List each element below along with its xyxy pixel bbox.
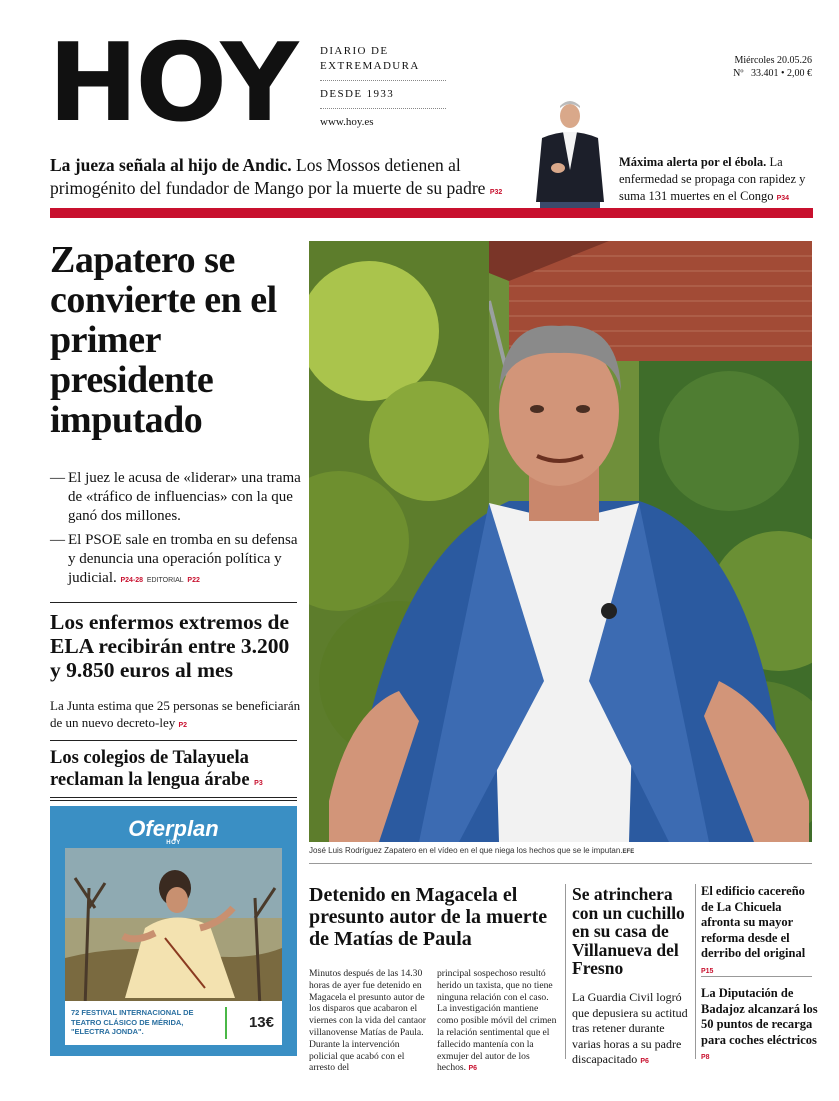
editorial-label: EDITORIAL — [146, 577, 184, 584]
teaser-andic-text: Los Mossos detienen al primogénito del fundador de Mango por la muerte de su padre — [50, 155, 490, 198]
painting-illustration — [65, 848, 282, 1008]
teaser-ebola-text: La enfermedad se propaga con rapidez y suma 131 muertes en el Congo — [619, 155, 806, 203]
teaser-ebola-bold: Máxima alerta por el ébola. — [619, 155, 767, 169]
masthead-tagline — [320, 44, 446, 130]
colegios-headline[interactable] — [50, 747, 300, 795]
bullet-dash: — — [50, 470, 65, 486]
photo-credit: EFE — [622, 849, 635, 855]
badajoz-headline-text: La Diputación de Badajoz alcanzará los 50 puntos de recarga para coches eléctricos — [701, 986, 818, 1047]
lead-bullet-1 — [50, 469, 302, 526]
lead-headline[interactable]: Zapatero se convierte en el primer presidente imputado — [50, 239, 277, 441]
oferplan-ad[interactable] — [50, 806, 297, 1056]
tagline-since: DESDE 1933 — [320, 88, 395, 100]
newspaper-logo: HOY — [48, 21, 296, 146]
ad-footer — [65, 1001, 282, 1045]
teaser-ebola[interactable] — [619, 154, 815, 207]
chicuela-headline[interactable] — [701, 884, 819, 979]
lead-bullet-2-text: El PSOE sale en tromba en su defensa y denuncia una operación política y judicial. — [68, 532, 298, 586]
villanueva-body — [572, 990, 692, 1070]
badajoz-headline[interactable] — [701, 986, 819, 1066]
page-ref: P6 — [640, 1058, 649, 1065]
issue-date: Miércoles 20.05.26 — [734, 55, 812, 66]
lead-bullet-1-text: El juez le acusa de «liderar» una trama de «tráfico de influencias» con la que ganó dos millones. — [68, 470, 301, 524]
issue-number-price: Nº 33.401 • 2,00 € — [733, 68, 812, 79]
oferplan-logo: Oferplan — [128, 816, 219, 841]
zapatero-photo — [309, 241, 812, 842]
website-url[interactable]: www.hoy.es — [320, 116, 374, 128]
bullet-dash: — — [50, 532, 65, 548]
ad-event-text: 72 FESTIVAL INTERNACIONAL DE TEATRO CLÁSICO DE MÉRIDA, "ELECTRA JONDA". — [71, 1008, 194, 1036]
page-ref: P15 — [701, 967, 714, 975]
magacela-body-col2-text: principal sospechoso resultó herido un taxista, que no tiene ninguna relación con el caso. La investigación mantiene como posible móvil del crimen la relación sentimental que el fallecido mantenía con la exmujer del autor de los hechos. — [437, 968, 557, 1074]
page-ref: P34 — [776, 195, 790, 202]
page-ref: P6 — [468, 1065, 477, 1073]
lead-bullet-2 — [50, 531, 302, 590]
page-ref: P3 — [254, 780, 263, 787]
magacela-body-col1: Minutos después de las 14.30 horas de ayer fue detenido en Magacela el presunto autor de los disparos que acabaron el viernes con la vida del cantaor villanovense Matías de Paula. Durante la intervención policial que acabó con el arresto del — [309, 968, 426, 1074]
ela-headline[interactable]: Los enfermos extremos de ELA recibirán entre 3.200 y 9.850 euros al mes — [50, 610, 290, 682]
tagline-line2: EXTREMADURA — [320, 60, 420, 72]
oferplan-logo-sub: HOY — [166, 840, 181, 846]
teaser-andic-bold: La jueza señala al hijo de Andic. — [50, 155, 292, 175]
colegios-headline-text: Los colegios de Talayuela reclaman la lengua árabe — [50, 748, 255, 790]
dateline — [733, 54, 812, 80]
page-ref: P2 — [178, 722, 188, 729]
page-ref: P24-28 — [120, 577, 144, 584]
ad-price: 13€ — [248, 1014, 274, 1031]
magacela-headline[interactable]: Detenido en Magacela el presunto autor de la muerte de Matías de Paula — [309, 884, 548, 950]
villanueva-body-text: La Guardia Civil logró que depusiera su actitud tras retener durante varias horas a su padre discapacitado — [572, 990, 688, 1066]
page-ref: P22 — [187, 577, 200, 584]
photo-caption — [309, 846, 812, 855]
red-divider-bar — [50, 208, 813, 218]
tagline-line1: DIARIO DE — [320, 45, 389, 57]
ela-summary-text: La Junta estima que 25 personas se beneficiarán de un nuevo decreto-ley — [50, 698, 301, 730]
villanueva-headline[interactable]: Se atrinchera con un cuchillo en su casa de Villanueva del Fresno — [572, 884, 685, 978]
page-ref: P32 — [489, 189, 503, 196]
person-cutout-photo — [530, 98, 610, 220]
teaser-andic[interactable] — [50, 154, 530, 204]
chicuela-headline-text: El edificio cacereño de La Chicuela afronta su mayor reforma desde el derribo del original — [701, 884, 806, 960]
photo-caption-text: José Luis Rodríguez Zapatero en el vídeo en el que niega los hechos que se le imputan. — [309, 846, 623, 855]
magacela-body-col2 — [437, 968, 559, 1075]
ela-summary — [50, 697, 302, 734]
page-ref: P8 — [701, 1054, 710, 1061]
